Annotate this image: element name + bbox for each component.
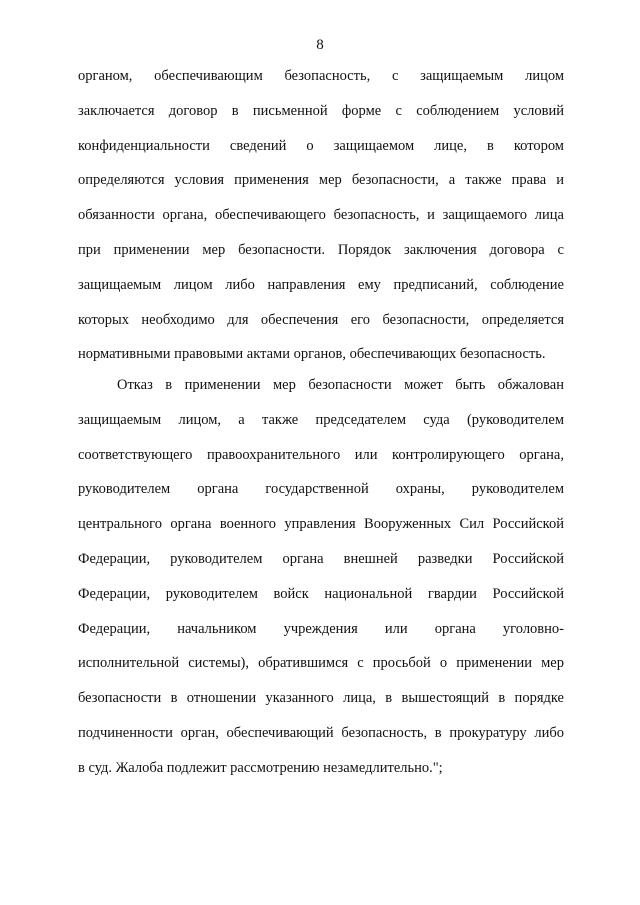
paragraph-line: при применении мер безопасности. Порядок заключения договора с <box>78 241 564 258</box>
paragraph-line: заключается договор в письменной форме с соблюдением условий <box>78 102 564 119</box>
paragraph-line: защищаемым лицом либо направления ему предписаний, соблюдение <box>78 276 564 293</box>
paragraph-line: в суд. Жалоба подлежит рассмотрению незамедлительно."; <box>78 759 443 776</box>
paragraph-line: безопасности в отношении указанного лица, в вышестоящий в порядке <box>78 690 564 707</box>
paragraph-line: Отказ в применении мер безопасности может быть обжалован <box>117 377 564 393</box>
paragraph-line: определяются условия применения мер безопасности, а также права и <box>78 172 564 189</box>
paragraph-appeal-refusal <box>78 373 564 791</box>
paragraph-line: конфиденциальности сведений о защищаемом лице, в котором <box>78 137 564 154</box>
paragraph-line: подчиненности орган, обеспечивающий безопасность, в прокуратуру либо <box>78 724 564 741</box>
paragraph-line: которых необходимо для обеспечения его безопасности, определяется <box>78 311 564 328</box>
paragraph-line: органом, обеспечивающим безопасность, с защищаемым лицом <box>78 68 564 84</box>
paragraph-line: Федерации, начальником учреждения или органа уголовно- <box>78 620 564 637</box>
paragraph-line: обязанности органа, обеспечивающего безопасность, и защищаемого лица <box>78 207 564 224</box>
paragraph-line: центрального органа военного управления Вооруженных Сил Российской <box>78 516 564 533</box>
paragraph-line: руководителем органа государственной охраны, руководителем <box>78 481 564 498</box>
paragraph-line: защищаемым лицом, а также председателем суда (руководителем <box>78 411 564 428</box>
paragraph-line: исполнительной системы), обратившимся с просьбой о применении мер <box>78 655 564 672</box>
paragraph-line: Федерации, руководителем органа внешней разведки Российской <box>78 550 564 567</box>
paragraph-contract-terms <box>78 64 564 377</box>
paragraph-line: соответствующего правоохранительного или контролирующего органа, <box>78 446 564 463</box>
paragraph-line: нормативными правовыми актами органов, обеспечивающих безопасность. <box>78 346 546 363</box>
paragraph-line: Федерации, руководителем войск национальной гвардии Российской <box>78 585 564 602</box>
page-number: 8 <box>316 37 324 53</box>
